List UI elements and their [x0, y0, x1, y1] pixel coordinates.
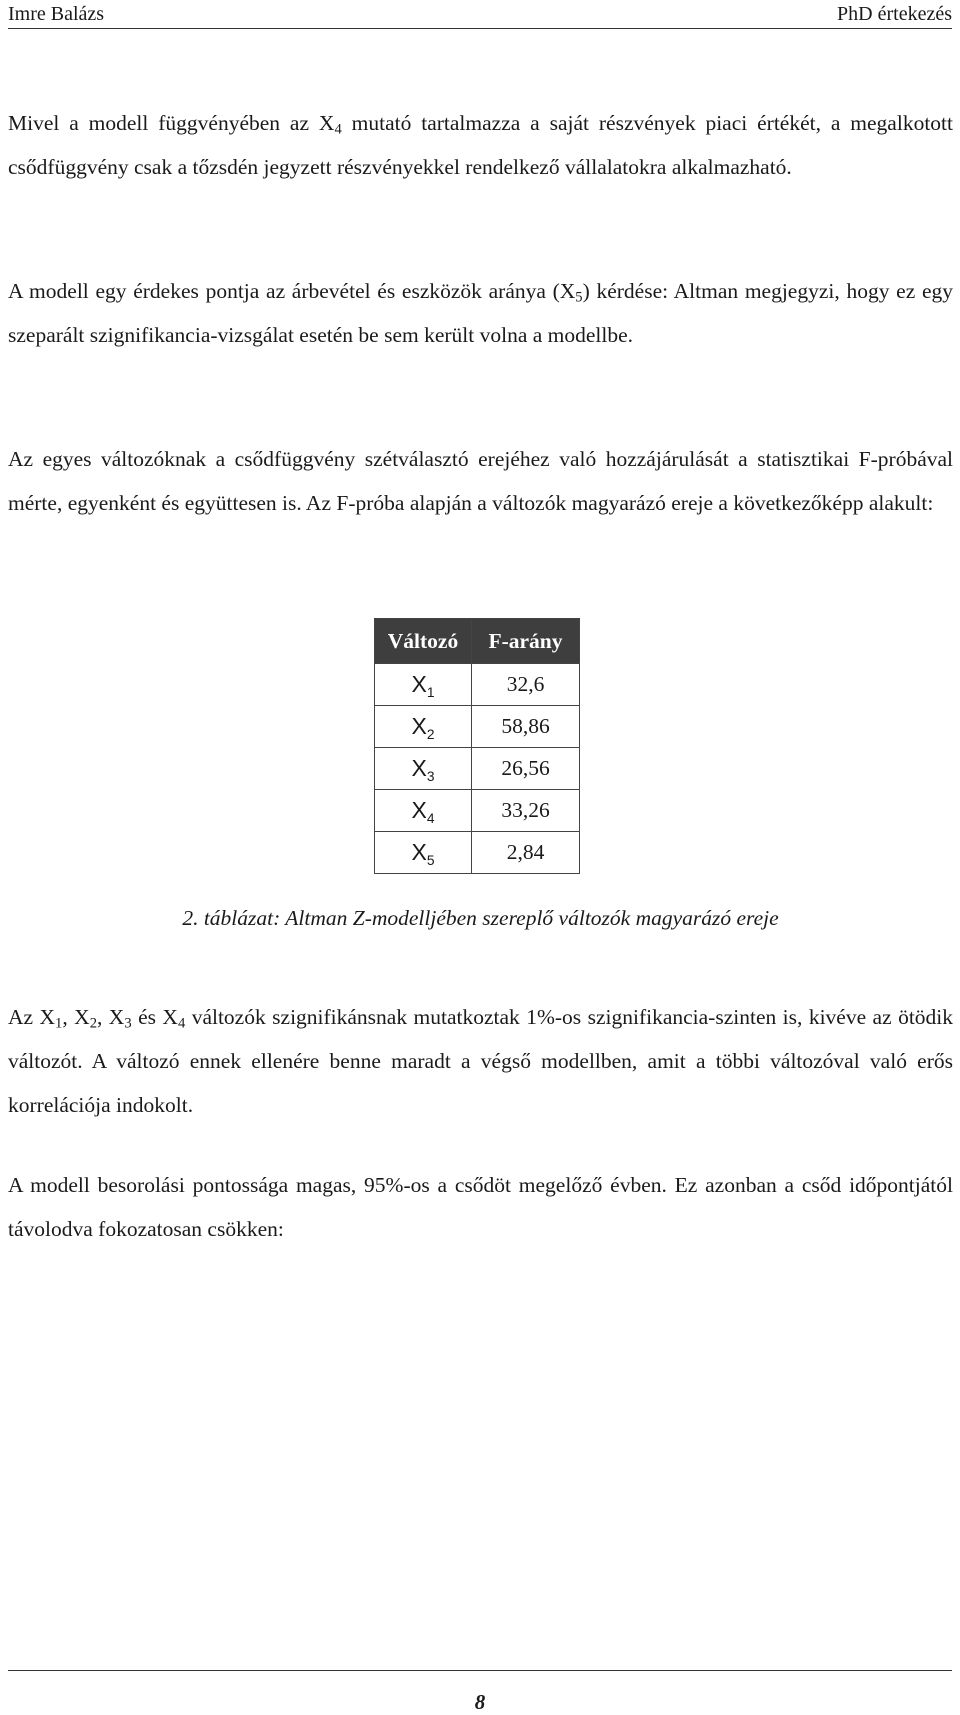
- variable-cell: $X_5$: [375, 832, 472, 874]
- variable-cell: $X_3$: [375, 748, 472, 790]
- table-caption: 2. táblázat: Altman Z-modelljében szereplő változók magyarázó ereje: [182, 906, 779, 930]
- table-row: [375, 748, 580, 790]
- column-header-variable: Változó: [375, 619, 472, 664]
- table-row: [375, 706, 580, 748]
- f-ratio-cell: 32,6: [472, 664, 580, 706]
- f-ratio-cell: 58,86: [472, 706, 580, 748]
- footer-divider: [8, 1670, 952, 1671]
- paragraph-4: Az $X_1$, $X_2$, $X_3$ és $X_4$ változók szignifikánsnak mutatkoztak 1%-os szignifikancia-szinten is, kivéve az ötödik változót. A változó ennek ellenére benne maradt a végső modellben, amit a többi változóval való erős korrelációja indokolt.: [8, 1005, 954, 1117]
- header-author: Imre Balázs: [8, 3, 105, 25]
- table-row: [375, 832, 580, 874]
- header-title: PhD értekezés: [837, 3, 952, 25]
- f-ratio-cell: 2,84: [472, 832, 580, 874]
- table-header-row: [375, 619, 580, 664]
- paragraph-3: Az egyes változóknak a csődfüggvény szétválasztó erejéhez való hozzájárulását a statisztikai F-próbával mérte, egyenként és együttesen is. Az F-próba alapján a változók magyarázó ereje a következőképp alakult:: [8, 447, 953, 515]
- page-header: [8, 0, 952, 29]
- variable-cell: $X_1$: [375, 664, 472, 706]
- f-ratio-table: [374, 618, 580, 874]
- f-ratio-cell: 26,56: [472, 748, 580, 790]
- variable-cell: $X_2$: [375, 706, 472, 748]
- paragraph-5: A modell besorolási pontossága magas, 95%-os a csődöt megelőző évben. Ez azonban a csőd időpontjától távolodva fokozatosan csökken:: [8, 1173, 953, 1241]
- paragraph-1: Mivel a modell függvényében az $X_4$ mutató tartalmazza a saját részvények piaci értékét, a megalkotott csődfüggvény csak a tőzsdén jegyzett részvényekkel rendelkező vállalatokra alkalmazható.: [8, 111, 953, 179]
- page-number: 8: [474, 1690, 486, 1714]
- variable-cell: $X_4$: [375, 790, 472, 832]
- table-row: [375, 790, 580, 832]
- f-ratio-cell: 33,26: [472, 790, 580, 832]
- column-header-f-ratio: F-arány: [472, 619, 580, 664]
- table-row: [375, 664, 580, 706]
- paragraph-2: A modell egy érdekes pontja az árbevétel és eszközök aránya $(X_5)$ kérdése: Altman megjegyzi, hogy ez egy szeparált szignifikancia-vizsgálat esetén be sem került volna a modellbe.: [8, 279, 953, 347]
